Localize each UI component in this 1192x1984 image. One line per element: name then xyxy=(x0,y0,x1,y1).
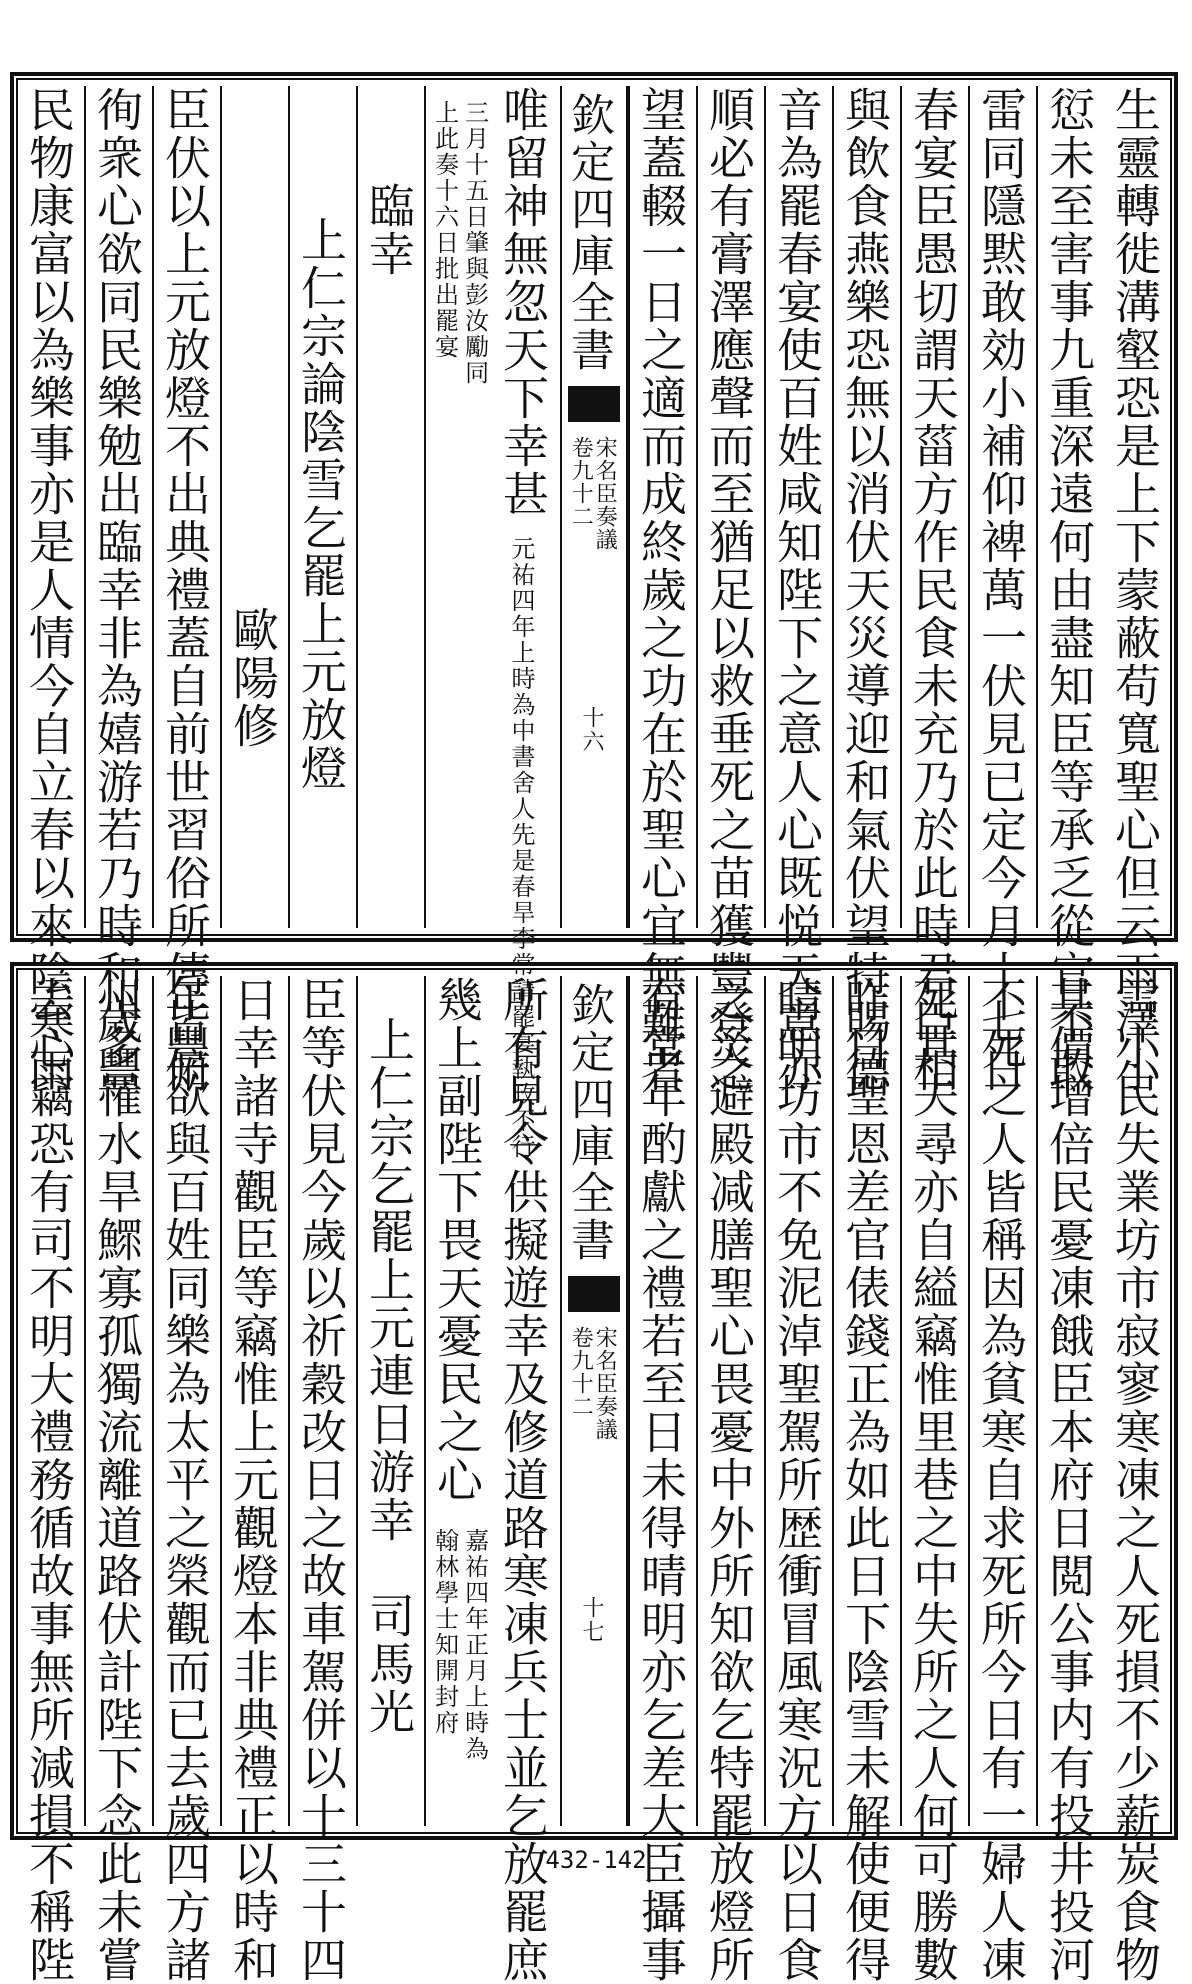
column-text: 徇衆心欲同民樂勉出臨幸非為嬉游若乃時和歲豐 xyxy=(90,86,144,1094)
text-column xyxy=(968,86,1032,1094)
fish-tail-mark xyxy=(568,1276,620,1312)
book-title: 欽定四庫全書 xyxy=(563,92,614,374)
text-column xyxy=(288,976,352,1984)
text-column xyxy=(900,86,964,1094)
annotation: 元祐四年上時為中書舍人先是春旱李常請罷宴執政不行 xyxy=(507,536,535,1160)
column-text: 去心竊恐有司不明大禮務循故事無所減損不稱陛 xyxy=(22,976,76,1984)
column-text: 年豐欲與百姓同樂為太平之榮觀而已去歲四方諸 xyxy=(158,976,212,1984)
column-text: 之災避殿减膳聖心畏憂中外所知欲乞特罷放燈所 xyxy=(702,976,756,1984)
column-text: 不死之人皆稱因為貧寒自求死所今日有一婦人凍 xyxy=(974,976,1028,1984)
text-column xyxy=(1104,86,1166,1094)
text-column xyxy=(356,976,420,1826)
text-column xyxy=(696,86,760,1094)
text-column xyxy=(1036,976,1100,1984)
page-number: 十七 xyxy=(579,1596,604,1644)
column-text: 有常年酌獻之禮若至日未得晴明亦乞差大臣攝事 xyxy=(634,976,688,1984)
author: 歐陽修 xyxy=(226,606,280,750)
text-column xyxy=(696,976,760,1984)
volume-title: 宋名臣奏議 xyxy=(592,1326,618,1441)
page-number: 十六 xyxy=(579,706,604,754)
text-column xyxy=(220,976,284,1984)
fish-tail-mark xyxy=(568,386,620,422)
annotation: 三月十五日肇與彭汝勵同 xyxy=(460,100,489,386)
text-column xyxy=(356,86,420,928)
text-column xyxy=(84,976,148,1984)
column-text: 民物康富以為樂事亦是人情今自立春以來陰寒雨 xyxy=(22,86,76,1094)
column-text: 音為罷春宴使百姓咸知陛下之意人心既悦天意亦 xyxy=(770,86,824,1094)
text-column xyxy=(492,86,554,1160)
column-text: 幾上副陛下畏天憂民之心 xyxy=(430,976,484,1504)
text-column xyxy=(628,86,692,1094)
column-text: 生靈轉徙溝壑恐是上下蒙蔽苟寬聖心但云雨澤小 xyxy=(1108,86,1162,1094)
text-column xyxy=(832,86,896,1094)
column-text: 唯留神無忽天下幸甚 xyxy=(496,86,550,518)
book-title: 欽定四庫全書 xyxy=(563,982,614,1264)
column-text: 愆未至害事九重深遠何由盡知臣等承乏從官不敢 xyxy=(1042,86,1096,1094)
column-text: 晴明坊市不免泥淖聖駕所歴衝冒風寒況方以日食 xyxy=(770,976,824,1984)
column-text: 春宴臣愚切謂天菑方作民食未充乃於此時君臣相 xyxy=(906,86,960,1094)
column-text: 與飲食燕樂恐無以消伏天災導迎和氣伏望特賜德 xyxy=(838,86,892,1094)
text-column xyxy=(16,976,80,1984)
text-column xyxy=(832,976,896,1984)
column-text: 望蓋輟一日之適而成終歲之功在於聖心宜無難者 xyxy=(634,86,688,1094)
text-column xyxy=(1036,86,1100,1094)
column-text: 其價增倍民憂凍餓臣本府日閲公事内有投井投河 xyxy=(1042,976,1096,1984)
text-column xyxy=(288,86,352,928)
column-text: 順必有膏澤應聲而至猶足以救垂死之苗獲豐登之 xyxy=(702,86,756,1094)
volume-number: 卷九十二 xyxy=(568,436,594,528)
text-column xyxy=(84,86,148,1094)
text-column xyxy=(628,976,692,1984)
center-fold xyxy=(560,976,628,1826)
column-text: 雷同隱黙敢効小補仰裨萬一伏見已定今月十七日 xyxy=(974,86,1028,1094)
text-column xyxy=(968,976,1032,1984)
text-column xyxy=(900,976,964,1984)
text-column xyxy=(152,86,216,1094)
memorial-title: 上仁宗乞罷上元連日游幸 司馬光 xyxy=(362,1016,416,1736)
text-column xyxy=(424,976,488,1826)
text-column xyxy=(764,976,828,1984)
text-column xyxy=(424,86,488,928)
column-text: 昨日聖恩差官俵錢正為如此日下陰雪未解使便得 xyxy=(838,976,892,1984)
annotation: 翰林學士知開封府 xyxy=(430,1528,459,1736)
text-column xyxy=(492,976,554,1984)
text-column xyxy=(16,86,80,1094)
column-text: 臣等伏見今歲以祈穀改日之故車駕併以十三十四 xyxy=(294,976,348,1984)
volume-title: 宋名臣奏議 xyxy=(592,436,618,551)
column-text: 日幸諸寺觀臣等竊惟上元觀燈本非典禮正以時和 xyxy=(226,976,280,1984)
volume-number: 卷九十二 xyxy=(568,1326,594,1418)
column-text: 臣伏以上元放燈不出典禮蓋自前世習俗所傳皆俯 xyxy=(158,86,212,1094)
text-column xyxy=(220,86,284,928)
column-text: 州多罹水旱鰥寡孤獨流離道路伏計陛下念此未嘗 xyxy=(90,976,144,1984)
memorial-title: 上仁宗論陰雪乞罷上元放燈 xyxy=(294,216,348,792)
page-footer-number: 432-142 xyxy=(545,1846,647,1874)
top-page-frame xyxy=(10,72,1178,1160)
text-column xyxy=(764,86,828,1094)
text-column xyxy=(152,976,216,1984)
annotation: 上此奏十六日批出罷宴 xyxy=(430,100,459,360)
annotation: 嘉祐四年正月上時為 xyxy=(460,1528,489,1762)
column-text: 死其夫尋亦自縊竊惟里巷之中失所之人何可勝數 xyxy=(906,976,960,1984)
heading: 臨幸 xyxy=(362,182,416,278)
text-column xyxy=(1104,976,1166,1984)
column-text: 所有見令供擬遊幸及修道路寒凍兵士並乞放罷庶 xyxy=(496,976,550,1984)
center-fold xyxy=(560,86,628,928)
column-text: 雪小民失業坊市寂寥寒凍之人死損不少薪炭食物 xyxy=(1108,976,1162,1984)
